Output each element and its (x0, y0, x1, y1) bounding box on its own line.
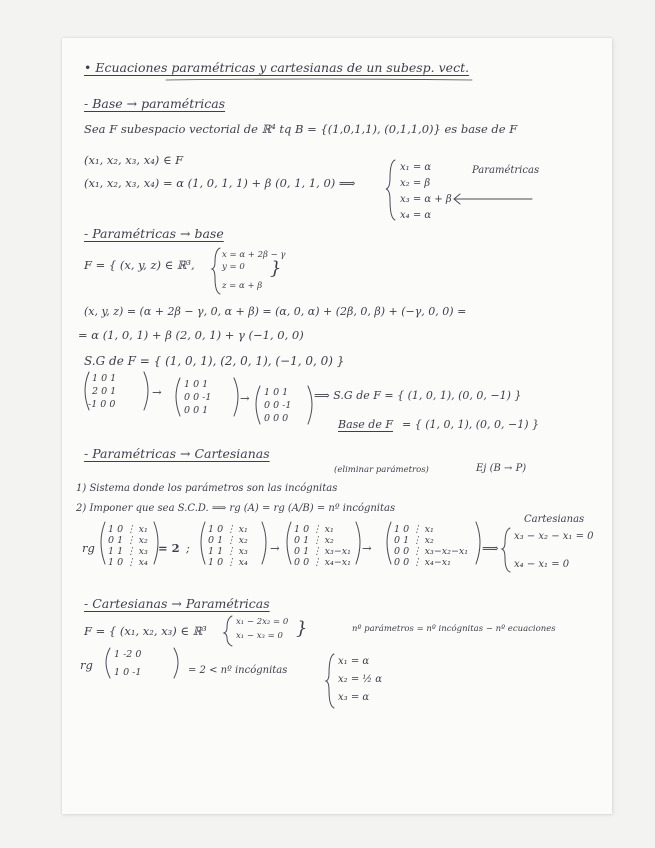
arrow-to-system-head (454, 194, 460, 204)
f-definition-left: F = { (x, y, z) ∈ ℝ³, (84, 258, 195, 272)
step-2: 2) Imponer que sea S.C.D. ⟹ rg (A) = rg (A/B) = nº incógnitas (76, 503, 396, 514)
semicolon: ; (186, 541, 190, 555)
cart-eq-2: x₄ − x₁ = 0 (514, 559, 570, 570)
step-1: 1) Sistema donde los parámetros son las incógnitas (76, 483, 338, 494)
page-title: • Ecuaciones paramétricas y cartesianas de un subesp. vect. (84, 60, 470, 75)
paren-coef-right (174, 648, 178, 678)
eliminate-params-note: (eliminar parámetros) (334, 465, 429, 475)
paren-aug4-right (476, 522, 480, 564)
paren-aug2-right (262, 522, 266, 564)
f-param-eq-2: y = 0 (222, 262, 245, 272)
paren-coef-left (106, 648, 110, 678)
cartesianas-label: Cartesianas (524, 514, 585, 525)
rank-result: = 2 < nº incógnitas (188, 665, 288, 676)
brace-f-param (212, 248, 220, 294)
paren-gs1-right (144, 372, 148, 410)
paren-gs3-left (256, 386, 260, 424)
rank-label: rg (82, 541, 95, 555)
section-heading-parametricas-cartesianas: - Paramétricas → Cartesianas (84, 446, 270, 461)
generating-set: S.G de F = { (1, 0, 1), (2, 0, 1), (−1, 0, 0) } (84, 354, 345, 368)
arrow-1: → (152, 385, 162, 399)
arrow-2: → (240, 391, 250, 405)
paren-aug3-right (356, 522, 360, 564)
f-param-eq-1: x = α + 2β − γ (222, 250, 286, 260)
paren-aug4-left (387, 522, 391, 564)
title-underline (166, 79, 472, 80)
example-label: Ej (B → P) (476, 463, 527, 474)
vector-in-f: (x₁, x₂, x₃, x₄) ∈ F (84, 153, 184, 167)
param-eq-4: x₄ = α (400, 210, 432, 221)
f-param-eq-3: z = α + β (222, 281, 263, 291)
f-cart-eq-1: x₁ − 2x₂ = 0 (236, 617, 289, 627)
brace-param-system (386, 160, 395, 220)
vector-combination: = α (1, 0, 1) + β (2, 0, 1) + γ (−1, 0, 0) (78, 328, 304, 342)
base-value: = { (1, 0, 1), (0, 0, −1) } (402, 418, 540, 431)
arrow-4: → (362, 541, 372, 555)
f-cart-eq-2: x₁ − x₃ = 0 (236, 631, 283, 641)
paren-gs3-right (308, 386, 312, 424)
section-heading-base-parametricas: - Base → paramétricas (84, 96, 226, 111)
arrow-3: → (270, 541, 280, 555)
paren-aug1-left (101, 522, 105, 564)
section-heading-cartesianas-parametricas: - Cartesianas → Paramétricas (84, 596, 270, 611)
param-eq-1: x₁ = α (400, 162, 432, 173)
brace-param-solution (326, 654, 334, 708)
base-label: Base de F (338, 418, 393, 431)
linear-combination: (x₁, x₂, x₃, x₄) = α (1, 0, 1, 1) + β (0, 1, 1, 0) ⟹ (84, 176, 356, 190)
f-definition-right: } (270, 258, 282, 279)
param-sol-1: x₁ = α (338, 656, 370, 667)
brace-f-cart (224, 616, 232, 646)
param-eq-2: x₂ = β (400, 178, 431, 189)
param-eq-3: x₃ = α + β (400, 194, 452, 205)
vector-expansion: (x, y, z) = (α + 2β − γ, 0, α + β) = (α, 0, α) + (2β, 0, β) + (−γ, 0, 0) = (84, 305, 467, 318)
paren-aug2-left (201, 522, 205, 564)
f-cartesian-right: } (296, 618, 308, 639)
section-heading-parametricas-base: - Paramétricas → base (84, 226, 224, 241)
params-formula: nº parámetros = nº incógnitas − nº ecuaciones (352, 624, 556, 634)
cart-eq-1: x₃ − x₂ − x₁ = 0 (514, 531, 594, 542)
parametricas-label: Paramétricas (472, 165, 540, 176)
rank-equals-2: = 2 (158, 541, 180, 555)
paren-gs2-left (176, 378, 180, 416)
notebook-page: • Ecuaciones paramétricas y cartesianas de un subesp. vect. - Base → paramétricas Sea F subespacio vectorial de ℝ⁴ tq B = {(1,0,1,1), (0,1,1,0)} es base de F (x₁, x₂, x₃, x₄) ∈ F (x₁, x₂, x₃, x₄) = α (1, 0, 1, 1) + β (0, 1, 1, 0) ⟹ x₁ = α x₂ = β x₃ = α + β x₄ = α Paramétricas - Paramétricas → base F = { (x, y, z) ∈ ℝ³, x = α + 2β − γ y = 0 z = α + β } (x, y, z) = (α + 2β − γ, 0, α + β) = (α, 0, α) + (2β, 0, β) + (−γ, 0, 0) = = α (1, 0, 1) + β (2, 0, 1) + γ (−1, 0, 0) S.G de F = { (1, 0, 1), (2, 0, 1), (−1, 0, 0) } 1 0 1 2 0 1 -1 0 0 → 1 0 1 0 0 -1 0 0 1 → 1 0 1 0 0 -1 0 0 0 ⟹ S.G de F = { (1, 0, 1), (0, 0, −1) } Base de F = { (1, 0, 1), (0, 0, −1) } - Paramétricas → Cartesianas (eliminar parámetros) Ej (B → P) 1) Sistema donde los parámetros son las incógnitas 2) Imponer que sea S.C.D. ⟹ rg (A) = rg (A/B) = nº incógnitas rg 1 0 ⋮ x₁ 0 1 ⋮ x₂ 1 1 ⋮ x₃ 1 0 ⋮ x₄ = 2 ; 1 0 ⋮ x₁ 0 1 ⋮ x₂ 1 1 ⋮ x₃ 1 0 ⋮ x₄ → 1 0 ⋮ x₁ 0 1 ⋮ x₂ 0 1 ⋮ x₃−x₁ 0 0 ⋮ x₄−x₁ → 1 0 ⋮ x₁ 0 1 ⋮ x₂ 0 0 ⋮ x₃−x₂−x₁ 0 0 ⋮ x₄−x₁ ⟹ Cartesianas x₃ − x₂ − x₁ = 0 x₄ − x₁ = 0 - Cartesianas → Paramétricas F = { (x₁, x₂, x₃) ∈ ℝ³ x₁ − 2x₂ = 0 x₁ − x₃ = 0 } nº parámetros = nº incógnitas − nº ecuaciones rg 1 -2 0 1 0 -1 = 2 < nº incógnitas x₁ = α x₂ = ½ α x₃ = α (62, 38, 612, 814)
brace-cartesian-system (502, 528, 510, 572)
param-sol-2: x₂ = ½ α (338, 674, 383, 685)
implies-arrow: ⟹ (482, 541, 499, 555)
rank-label-2: rg (80, 658, 93, 672)
sg-result: ⟹ S.G de F = { (1, 0, 1), (0, 0, −1) } (314, 389, 522, 402)
paren-gs2-right (234, 378, 238, 416)
paren-aug3-left (287, 522, 291, 564)
f-cartesian-left: F = { (x₁, x₂, x₃) ∈ ℝ³ (84, 624, 207, 638)
subspace-definition: Sea F subespacio vectorial de ℝ⁴ tq B = {(1,0,1,1), (0,1,1,0)} es base de F (84, 122, 518, 136)
param-sol-3: x₃ = α (338, 692, 370, 703)
